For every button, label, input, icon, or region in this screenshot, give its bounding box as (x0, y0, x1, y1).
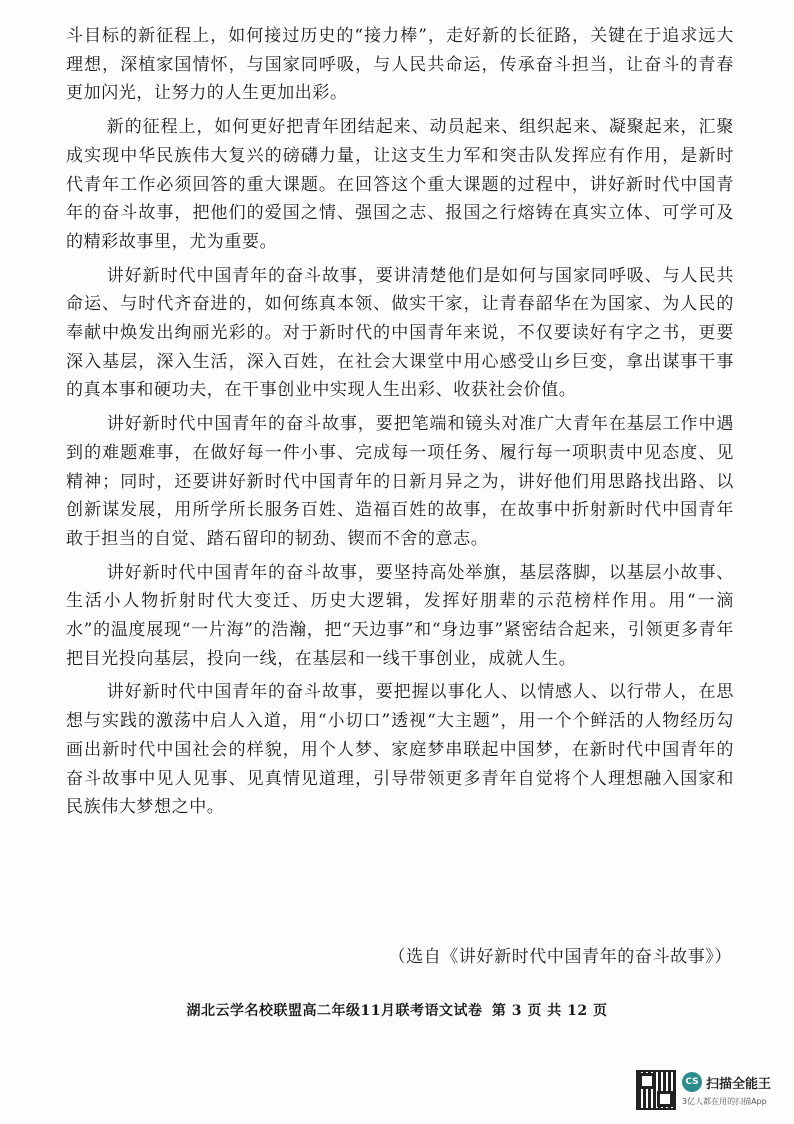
scanner-watermark (636, 1068, 786, 1116)
scanner-slogan: 3亿人都在用的扫描App (682, 1097, 767, 1106)
page-footer (0, 1000, 794, 1020)
qr-code-icon (636, 1070, 676, 1110)
paragraph-1: 斗目标的新征程上，如何接过历史的“接力棒”，走好新的长征路，关键在于追求远大理想，深植家国情怀，与国家同呼吸，与人民共命运，传承奋斗担当，让奋斗的青春更加闪光，让努力的人生更加出彩。 (66, 26, 734, 104)
camscanner-logo-icon: CS (682, 1072, 702, 1092)
paragraph-5: 讲好新时代中国青年的奋斗故事，要坚持高处举旗，基层落脚，以基层小故事、生活小人物折射时代大变迁、历史大逻辑，发挥好朋辈的示范榜样作用。用“一滴水”的温度展现“一片海”的浩瀚，把“天边事”和“身边事”紧密结合起来，引领更多青年把目光投向基层，投向一线，在基层和一线干事创业，成就人生。 (66, 562, 734, 669)
exam-title: 湖北云学名校联盟高二年级11月联考语文试卷 (186, 1003, 483, 1019)
source-citation: （选自《讲好新时代中国青年的奋斗故事》） (388, 947, 732, 967)
scanner-app-name: 扫描全能王 (706, 1077, 772, 1092)
paragraph-4: 讲好新时代中国青年的奋斗故事，要把笔端和镜头对准广大青年在基层工作中遇到的难题难事，在做好每一件小事、完成每一项任务、履行每一项职责中见态度、见精神；同时，还要讲好新时代中国青年的日新月异之为，讲好他们用思路找出路、以创新谋发展，用所学所长服务百姓、造福百姓的故事，在故事中折射新时代中国青年敢于担当的自觉、踏石留印的韧劲、锲而不舍的意志。 (66, 414, 734, 549)
page-number: 第 3 页 共 12 页 (491, 1003, 608, 1019)
paragraph-6: 讲好新时代中国青年的奋斗故事，要把握以事化人、以情感人、以行带人，在思想与实践的激荡中启人入道，用“小切口”透视“大主题”，用一个个鲜活的人物经历勾画出新时代中国社会的样貌，用个人梦、家庭梦串联起中国梦，在新时代中国青年的奋斗故事中见人见事、见真情见道理，引导带领更多青年自觉将个人理想融入国家和民族伟大梦想之中。 (66, 682, 734, 818)
paragraph-3: 讲好新时代中国青年的奋斗故事，要讲清楚他们是如何与国家同呼吸、与人民共命运、与时代齐奋进的，如何练真本领、做实干家，让青春韶华在为国家、为人民的奉献中焕发出绚丽光彩的。对于新时代的中国青年来说，不仅要读好有字之书，更要深入基层，深入生活，深入百姓，在社会大课堂中用心感受山乡巨变，拿出谋事干事的真本事和硬功夫，在干事创业中实现人生出彩、收获社会价值。 (66, 265, 734, 401)
article-body (66, 22, 734, 827)
paragraph-2: 新的征程上，如何更好把青年团结起来、动员起来、组织起来、凝聚起来，汇聚成实现中华民族伟大复兴的磅礴力量，让这支生力军和突击队发挥应有作用，是新时代青年工作必须回答的重大课题。在回答这个重大课题的过程中，讲好新时代中国青年的奋斗故事，把他们的爱国之情、强国之志、报国之行熔铸在真实立体、可学可及的精彩故事里，尤为重要。 (66, 117, 734, 252)
